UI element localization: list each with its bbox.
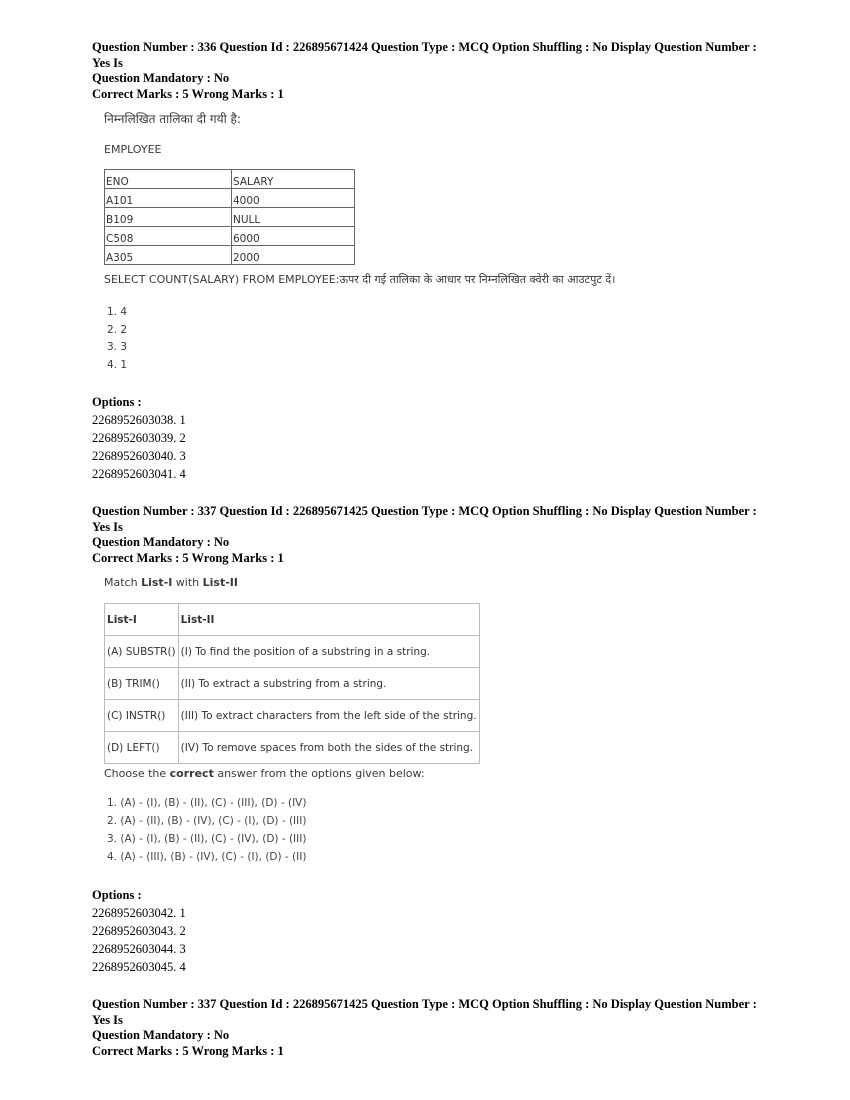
match-with: with: [172, 576, 203, 589]
question-header: [92, 997, 772, 1059]
table-cell: B109: [105, 208, 232, 227]
question-header-line1: Question Number : 336 Question Id : 226895671424 Question Type : MCQ Option Shuffling : No Display Question Number : Yes Is: [92, 40, 757, 70]
choice-item: 2. 2: [107, 323, 128, 336]
choice-item: 1. 4: [107, 306, 128, 318]
option-item: 2268952603042. 1: [92, 906, 186, 920]
match-table-row: [105, 700, 480, 732]
table-row: [105, 208, 355, 227]
match-instruction: [104, 576, 238, 589]
match-table-row: [105, 636, 480, 668]
table-header-row: [105, 170, 355, 189]
choice-item: 3. 3: [107, 341, 128, 353]
match-list1: List-I: [141, 576, 173, 589]
match-list2: List-II: [202, 576, 238, 589]
option-item: 2268952603041. 4: [92, 467, 186, 481]
match-table-cell: (IV) To remove spaces from both the sides of the string.: [178, 732, 479, 764]
table-title: EMPLOYEE: [104, 143, 162, 156]
match-table-row: [105, 732, 480, 764]
table-row: [105, 246, 355, 265]
question-header: [92, 504, 772, 566]
marks-line: Correct Marks : 5 Wrong Marks : 1: [92, 550, 284, 565]
choice-item: 2. (A) - (II), (B) - (IV), (C) - (I), (D) - (III): [107, 815, 307, 827]
table-row: [105, 189, 355, 208]
table-cell: C508: [105, 227, 232, 246]
employee-table: [104, 169, 355, 265]
question-header-line2: Question Mandatory : No: [92, 71, 230, 85]
choose-prefix: Choose the: [104, 767, 170, 780]
choose-suffix: answer from the options given below:: [213, 767, 425, 780]
option-item: 2268952603040. 3: [92, 449, 186, 463]
question-header-line1: Question Number : 337 Question Id : 226895671425 Question Type : MCQ Option Shuffling : No Display Question Number : Yes Is: [92, 997, 757, 1027]
match-table-header-cell: List-II: [178, 604, 479, 636]
query-text: SELECT COUNT(SALARY) FROM EMPLOYEE:ऊपर दी गई तालिका के आधार पर निम्नलिखित क्वेरी का आउटपुट दें।: [104, 273, 616, 286]
choice-item: 1. (A) - (I), (B) - (II), (C) - (III), (D) - (IV): [107, 797, 307, 809]
match-table-cell: (III) To extract characters from the left side of the string.: [178, 700, 479, 732]
option-item: 2268952603038. 1: [92, 413, 186, 427]
marks-line: Correct Marks : 5 Wrong Marks : 1: [92, 1043, 284, 1058]
choice-item: 4. 1: [107, 358, 128, 371]
option-item: 2268952603045. 4: [92, 960, 186, 974]
match-table-row: [105, 668, 480, 700]
table-header-cell: SALARY: [232, 170, 355, 189]
match-table-cell: (A) SUBSTR(): [105, 636, 179, 668]
options-title: Options :: [92, 395, 142, 409]
choice-item: 4. (A) - (III), (B) - (IV), (C) - (I), (D) - (II): [107, 851, 307, 863]
marks-line: Correct Marks : 5 Wrong Marks : 1: [92, 86, 284, 101]
table-cell: A305: [105, 246, 232, 265]
match-table-cell: (I) To find the position of a substring in a string.: [178, 636, 479, 668]
choose-bold: correct: [169, 767, 214, 780]
option-item: 2268952603043. 2: [92, 924, 186, 938]
table-cell: 2000: [232, 246, 355, 265]
question-intro: निम्नलिखित तालिका दी गयी है:: [104, 112, 241, 126]
options-title: Options :: [92, 888, 142, 902]
table-header-cell: ENO: [105, 170, 232, 189]
question-header-line1: Question Number : 337 Question Id : 226895671425 Question Type : MCQ Option Shuffling : No Display Question Number : Yes Is: [92, 504, 757, 534]
option-item: 2268952603039. 2: [92, 431, 186, 445]
table-cell: A101: [105, 189, 232, 208]
question-header-line2: Question Mandatory : No: [92, 535, 230, 549]
question-header-line2: Question Mandatory : No: [92, 1028, 230, 1042]
match-table-cell: (D) LEFT(): [105, 732, 179, 764]
match-table-cell: (B) TRIM(): [105, 668, 179, 700]
choice-item: 3. (A) - (I), (B) - (II), (C) - (IV), (D) - (III): [107, 833, 307, 845]
choice-list: [107, 304, 127, 374]
table-cell: 6000: [232, 227, 355, 246]
choose-instruction: [104, 767, 425, 780]
match-table-header-row: [105, 604, 480, 636]
match-prefix: Match: [104, 576, 142, 589]
match-table: [104, 603, 480, 764]
match-table-cell: (II) To extract a substring from a string.: [178, 668, 479, 700]
match-table-cell: (C) INSTR(): [105, 700, 179, 732]
table-cell: NULL: [232, 208, 355, 227]
match-table-header-cell: List-I: [105, 604, 179, 636]
table-cell: 4000: [232, 189, 355, 208]
question-header: [92, 40, 772, 102]
option-item: 2268952603044. 3: [92, 942, 186, 956]
table-row: [105, 227, 355, 246]
